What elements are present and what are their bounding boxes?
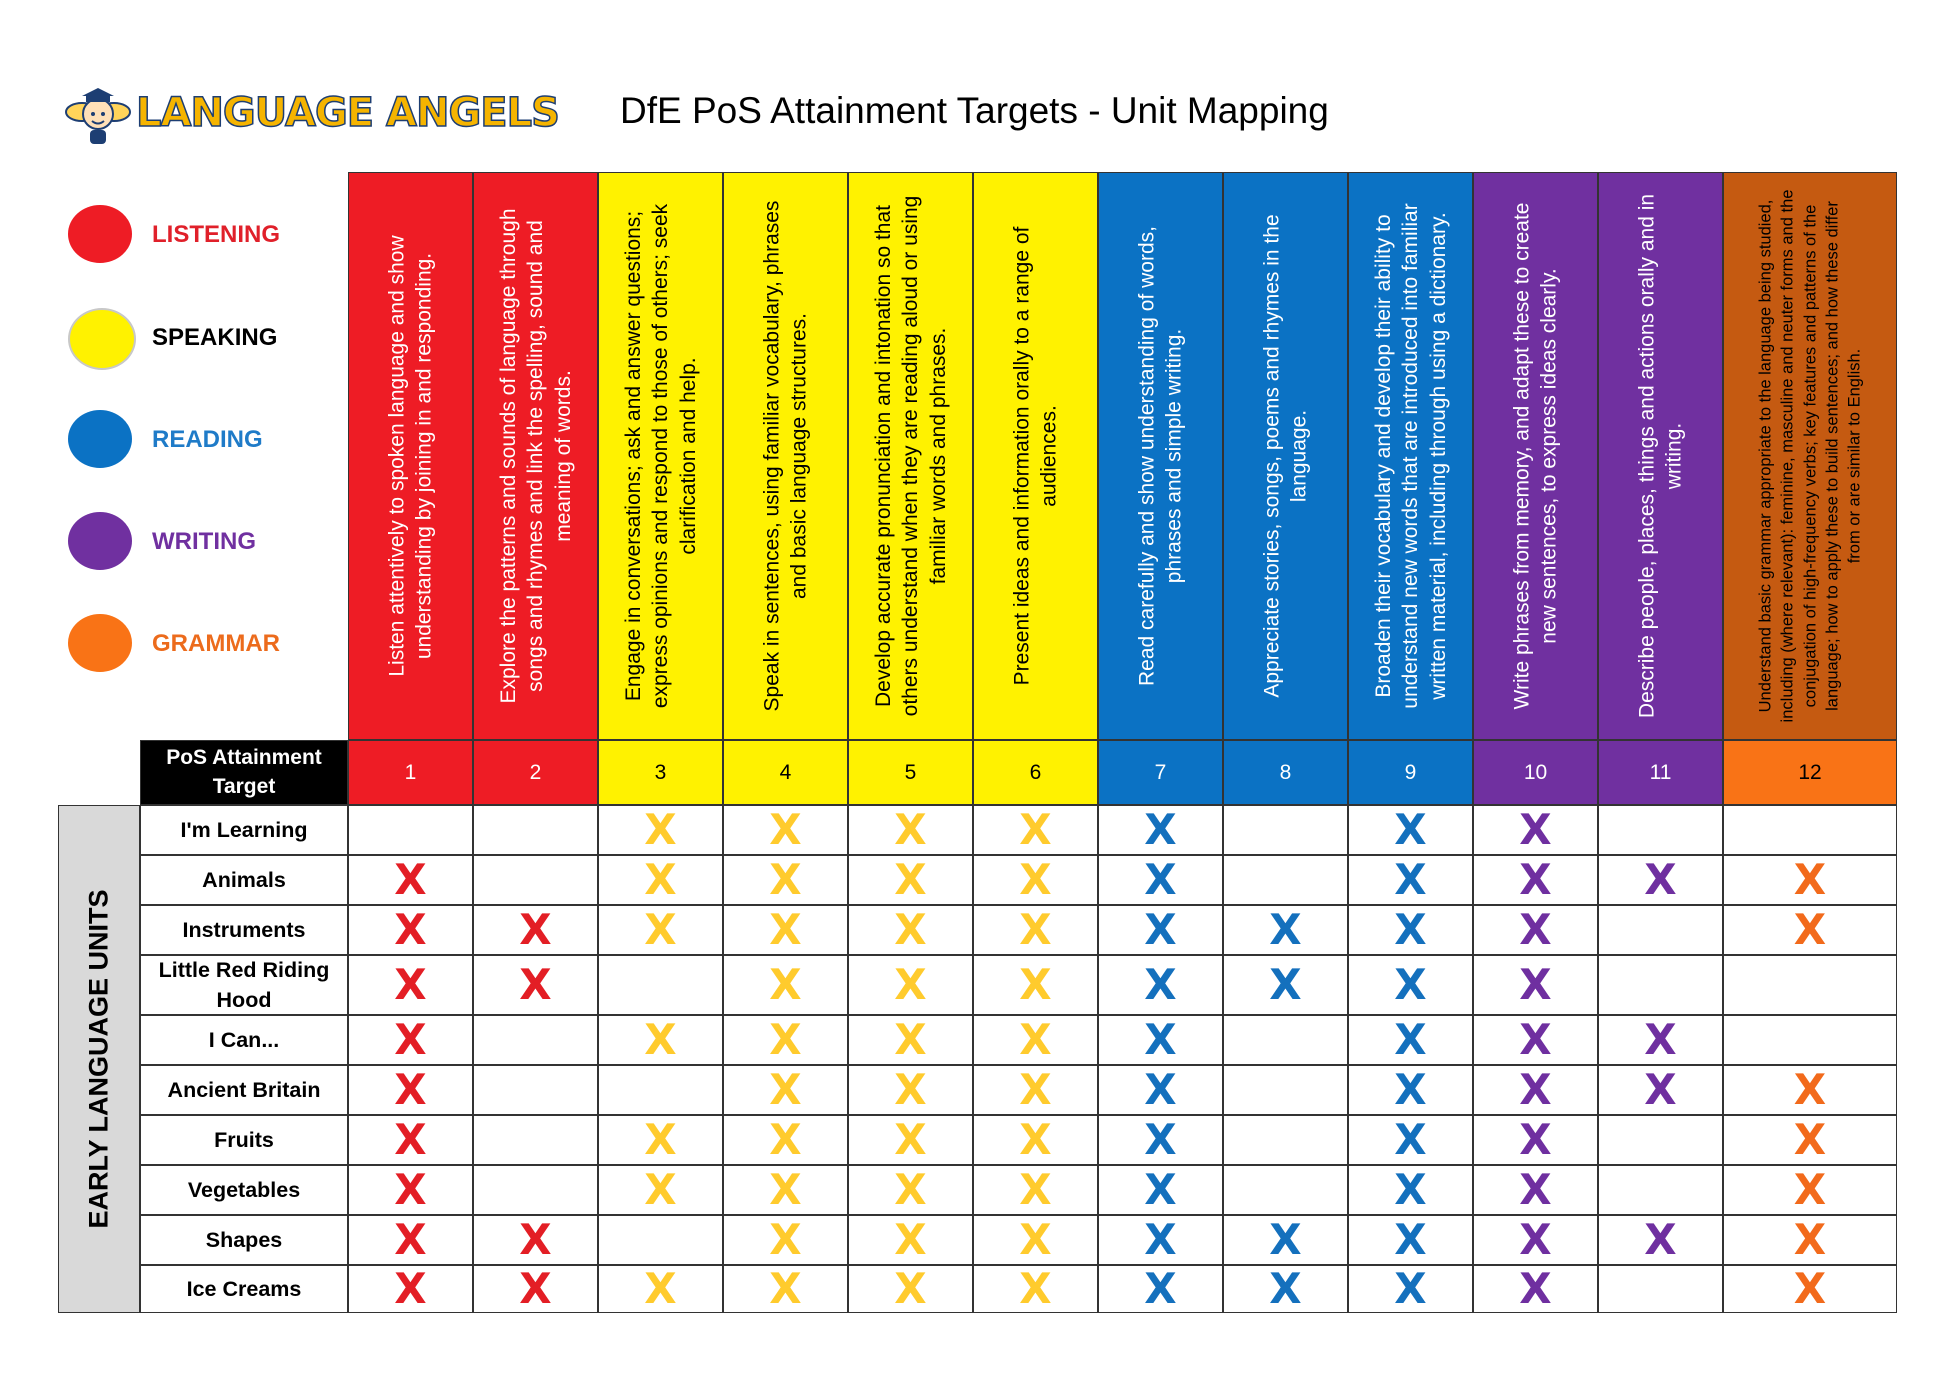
table-cell [848,1165,973,1215]
unit-label: Vegetables [140,1165,348,1215]
unit-label: Ice Creams [140,1265,348,1313]
table-cell [473,955,598,1015]
x-mark-icon: X [894,1015,927,1064]
table-cell [348,1165,473,1215]
target-header-9 [1348,172,1473,740]
table-cell [723,855,848,905]
table-cell [1598,955,1723,1015]
x-mark-icon: X [394,1264,427,1313]
x-mark-icon: X [769,1264,802,1313]
table-cell [1348,855,1473,905]
table-cell [848,1115,973,1165]
table-cell [1473,1015,1598,1065]
target-number-6: 6 [973,740,1098,805]
table-cell [1223,1215,1348,1265]
table-cell [1098,1115,1223,1165]
x-mark-icon: X [1519,1215,1552,1264]
x-mark-icon: X [769,905,802,954]
table-cell [1598,855,1723,905]
table-cell [973,805,1098,855]
x-mark-icon: X [519,905,552,954]
x-mark-icon: X [1394,1215,1427,1264]
x-mark-icon: X [1144,1165,1177,1214]
x-mark-icon: X [644,1165,677,1214]
table-cell [1348,1215,1473,1265]
x-mark-icon: X [519,1264,552,1313]
table-cell [1473,1115,1598,1165]
table-cell [1598,805,1723,855]
table-cell [1223,1165,1348,1215]
target-header-11 [1598,172,1723,740]
x-mark-icon: X [1519,855,1552,904]
table-cell [1473,955,1598,1015]
table-cell [348,855,473,905]
table-cell [1348,1165,1473,1215]
x-mark-icon: X [1793,855,1827,904]
table-cell [1098,1015,1223,1065]
table-cell [1723,1215,1897,1265]
x-mark-icon: X [1394,855,1427,904]
unit-label: Ancient Britain [140,1065,348,1115]
target-number-8: 8 [1223,740,1348,805]
table-cell [598,1215,723,1265]
x-mark-icon: X [1394,1115,1427,1164]
target-header-6 [973,172,1098,740]
table-cell [1098,805,1223,855]
table-cell [973,1265,1098,1313]
table-cell [1348,1065,1473,1115]
unit-label: Fruits [140,1115,348,1165]
side-label-text: EARLY LANGUAGE UNITS [83,889,114,1229]
target-description: Speak in sentences, using familiar vocabulary, phrases and basic language structures. [760,200,811,712]
table-cell [1348,905,1473,955]
x-mark-icon: X [1793,1115,1827,1164]
x-mark-icon: X [1519,1165,1552,1214]
table-cell [1598,1065,1723,1115]
x-mark-icon: X [1144,1065,1177,1114]
table-cell [1098,855,1223,905]
table-cell [723,905,848,955]
x-mark-icon: X [1644,1065,1677,1114]
table-cell [1473,1265,1598,1313]
table-cell [1723,1165,1897,1215]
table-cell [1348,805,1473,855]
target-description: Present ideas and information orally to a range of audiences. [1010,226,1061,686]
x-mark-icon: X [1793,1165,1827,1214]
unit-label: Animals [140,855,348,905]
x-mark-icon: X [1019,960,1052,1009]
table-cell [1098,1065,1223,1115]
x-mark-icon: X [519,1215,552,1264]
table-cell [1473,1215,1598,1265]
x-mark-icon: X [394,1065,427,1114]
target-header-5 [848,172,973,740]
x-mark-icon: X [644,1115,677,1164]
table-cell [1473,805,1598,855]
table-cell [848,955,973,1015]
unit-label: Shapes [140,1215,348,1265]
table-cell [348,1015,473,1065]
table-cell [1348,1115,1473,1165]
x-mark-icon: X [769,1165,802,1214]
target-description: Develop accurate pronunciation and intonation so that others understand when they are reading aloud or using familiar words and phrases. [871,195,950,717]
x-mark-icon: X [1793,905,1827,954]
table-cell [723,1115,848,1165]
target-description: Broaden their vocabulary and develop their ability to understand new words that are introduced into familiar written material, including through using a dictionary. [1371,203,1450,709]
logo-text: LANGUAGE ANGELS [136,90,559,136]
x-mark-icon: X [394,855,427,904]
legend-label: SPEAKING [152,324,278,351]
x-mark-icon: X [894,960,927,1009]
table-cell [1723,1115,1897,1165]
x-mark-icon: X [769,855,802,904]
target-header-1 [348,172,473,740]
x-mark-icon: X [894,1165,927,1214]
target-description: Listen attentively to spoken language and show understanding by joining in and responding. [385,235,436,677]
target-number-12: 12 [1723,740,1897,805]
table-cell [598,855,723,905]
table-cell [1723,1065,1897,1115]
target-description: Describe people, places, things and actions orally and in writing. [1635,193,1686,719]
x-mark-icon: X [1144,960,1177,1009]
table-cell [598,905,723,955]
target-number-11: 11 [1598,740,1723,805]
x-mark-icon: X [1019,805,1052,854]
target-header-3 [598,172,723,740]
table-cell [598,955,723,1015]
x-mark-icon: X [894,1065,927,1114]
table-cell [1723,905,1897,955]
table-cell [723,1015,848,1065]
x-mark-icon: X [1019,1264,1052,1313]
x-mark-icon: X [1394,905,1427,954]
x-mark-icon: X [769,1215,802,1264]
x-mark-icon: X [1519,905,1552,954]
x-mark-icon: X [1793,1264,1827,1313]
x-mark-icon: X [394,1115,427,1164]
x-mark-icon: X [1519,1065,1552,1114]
table-cell [473,1215,598,1265]
x-mark-icon: X [1144,855,1177,904]
target-number-4: 4 [723,740,848,805]
table-cell [348,1065,473,1115]
table-cell [1598,905,1723,955]
x-mark-icon: X [1144,805,1177,854]
table-cell [348,1215,473,1265]
table-cell [1473,905,1598,955]
table-cell [848,1015,973,1065]
x-mark-icon: X [894,805,927,854]
x-mark-icon: X [1019,1065,1052,1114]
table-cell [1098,1265,1223,1313]
x-mark-icon: X [644,1015,677,1064]
x-mark-icon: X [769,960,802,1009]
x-mark-icon: X [394,1015,427,1064]
x-mark-icon: X [894,1115,927,1164]
table-cell [1223,805,1348,855]
table-cell [473,1015,598,1065]
x-mark-icon: X [1269,960,1302,1009]
table-cell [598,1065,723,1115]
table-cell [1598,1015,1723,1065]
x-mark-icon: X [1269,1264,1302,1313]
x-mark-icon: X [894,855,927,904]
target-header-7 [1098,172,1223,740]
x-mark-icon: X [894,905,927,954]
table-cell [1348,1265,1473,1313]
table-cell [473,805,598,855]
x-mark-icon: X [1793,1215,1827,1264]
x-mark-icon: X [894,1215,927,1264]
x-mark-icon: X [1394,1165,1427,1214]
table-cell [973,1015,1098,1065]
x-mark-icon: X [1144,1264,1177,1313]
table-cell [1223,955,1348,1015]
legend-label: LISTENING [152,221,281,248]
unit-label: I'm Learning [140,805,348,855]
x-mark-icon: X [1519,1264,1552,1313]
target-description: Engage in conversations; ask and answer questions; express opinions and respond to those of others; seek clarification and help. [621,203,700,709]
legend-label: READING [152,426,263,453]
table-cell [973,905,1098,955]
x-mark-icon: X [1394,805,1427,854]
x-mark-icon: X [644,855,677,904]
table-cell [1098,905,1223,955]
x-mark-icon: X [769,1065,802,1114]
table-cell [1098,1215,1223,1265]
table-cell [1223,1115,1348,1165]
table-cell [723,1265,848,1313]
x-mark-icon: X [644,805,677,854]
table-cell [1598,1215,1723,1265]
table-cell [598,1015,723,1065]
table-cell [848,805,973,855]
target-header-8 [1223,172,1348,740]
target-description: Read carefully and show understanding of words, phrases and simple writing. [1135,226,1186,686]
pos-attainment-target-label: PoS Attainment Target [140,740,348,805]
target-header-10 [1473,172,1598,740]
table-cell [1348,1015,1473,1065]
unit-label: Little Red Riding Hood [140,955,348,1015]
table-cell [598,805,723,855]
table-cell [973,1115,1098,1165]
table-cell [723,1215,848,1265]
table-cell [1223,1065,1348,1115]
table-cell [1723,805,1897,855]
x-mark-icon: X [1644,1015,1677,1064]
table-cell [598,1165,723,1215]
x-mark-icon: X [1394,1065,1427,1114]
x-mark-icon: X [394,905,427,954]
table-cell [973,1065,1098,1115]
table-cell [348,955,473,1015]
x-mark-icon: X [1394,1264,1427,1313]
x-mark-icon: X [769,1115,802,1164]
target-number-3: 3 [598,740,723,805]
x-mark-icon: X [394,1165,427,1214]
x-mark-icon: X [1793,1065,1827,1114]
x-mark-icon: X [1019,905,1052,954]
target-description: Understand basic grammar appropriate to the language being studied, including (where relevant): feminine, masculine and neuter forms and the conjugation of high-frequency verbs; key features and patterns of the language; how to apply these to build sentences; and how these differ from or are similar to English. [1756,189,1864,723]
table-cell [473,1115,598,1165]
target-number-5: 5 [848,740,973,805]
x-mark-icon: X [1519,1015,1552,1064]
table-cell [348,1115,473,1165]
table-cell [848,855,973,905]
table-cell [973,1165,1098,1215]
x-mark-icon: X [1019,1015,1052,1064]
target-description: Explore the patterns and sounds of language through songs and rhymes and link the spelling, sound and meaning of words. [496,208,575,704]
table-cell [1473,1065,1598,1115]
table-cell [1723,1015,1897,1065]
x-mark-icon: X [1644,1215,1677,1264]
table-cell [723,1065,848,1115]
table-cell [1723,1265,1897,1313]
table-cell [973,955,1098,1015]
table-cell [473,1165,598,1215]
table-cell [973,1215,1098,1265]
table-cell [1598,1165,1723,1215]
x-mark-icon: X [1269,1215,1302,1264]
table-cell [473,1265,598,1313]
x-mark-icon: X [1144,1215,1177,1264]
legend-label: WRITING [152,528,256,555]
table-cell [1223,855,1348,905]
unit-label: I Can... [140,1015,348,1065]
x-mark-icon: X [1394,960,1427,1009]
target-number-7: 7 [1098,740,1223,805]
target-number-1: 1 [348,740,473,805]
table-cell [1473,855,1598,905]
table-cell [973,855,1098,905]
x-mark-icon: X [1019,855,1052,904]
target-number-9: 9 [1348,740,1473,805]
table-cell [1348,955,1473,1015]
table-cell [1223,1015,1348,1065]
table-cell [473,1065,598,1115]
target-number-10: 10 [1473,740,1598,805]
table-cell [1098,955,1223,1015]
x-mark-icon: X [1144,1015,1177,1064]
table-cell [723,1165,848,1215]
table-cell [848,1215,973,1265]
table-cell [598,1265,723,1313]
table-cell [1098,1165,1223,1215]
table-cell [598,1115,723,1165]
target-number-2: 2 [473,740,598,805]
x-mark-icon: X [1394,1015,1427,1064]
x-mark-icon: X [394,1215,427,1264]
x-mark-icon: X [394,960,427,1009]
x-mark-icon: X [1519,805,1552,854]
table-cell [723,955,848,1015]
table-cell [348,905,473,955]
target-description: Appreciate stories, songs, poems and rhymes in the language. [1260,214,1311,698]
x-mark-icon: X [1519,1115,1552,1164]
table-cell [1473,1165,1598,1215]
table-cell [723,805,848,855]
x-mark-icon: X [1644,855,1677,904]
x-mark-icon: X [769,805,802,854]
table-cell [1223,905,1348,955]
x-mark-icon: X [1019,1165,1052,1214]
unit-label: Instruments [140,905,348,955]
x-mark-icon: X [1519,960,1552,1009]
target-header-2 [473,172,598,740]
table-cell [1723,855,1897,905]
table-cell [473,855,598,905]
table-cell [1598,1115,1723,1165]
x-mark-icon: X [894,1264,927,1313]
table-cell [848,905,973,955]
legend-label: GRAMMAR [152,630,280,657]
x-mark-icon: X [1019,1115,1052,1164]
target-header-4 [723,172,848,740]
x-mark-icon: X [1144,1115,1177,1164]
target-header-12 [1723,172,1897,740]
x-mark-icon: X [769,1015,802,1064]
table-cell [1223,1265,1348,1313]
table-cell [473,905,598,955]
x-mark-icon: X [1144,905,1177,954]
table-cell [1598,1265,1723,1313]
x-mark-icon: X [1269,905,1302,954]
target-description: Write phrases from memory, and adapt these to create new sentences, to express ideas clearly. [1510,202,1561,710]
table-cell [348,1265,473,1313]
page-title: DfE PoS Attainment Targets - Unit Mapping [620,90,1329,131]
table-cell [348,805,473,855]
x-mark-icon: X [1019,1215,1052,1264]
table-cell [848,1065,973,1115]
x-mark-icon: X [519,960,552,1009]
x-mark-icon: X [644,1264,677,1313]
table-cell [848,1265,973,1313]
x-mark-icon: X [644,905,677,954]
table-cell [1723,955,1897,1015]
